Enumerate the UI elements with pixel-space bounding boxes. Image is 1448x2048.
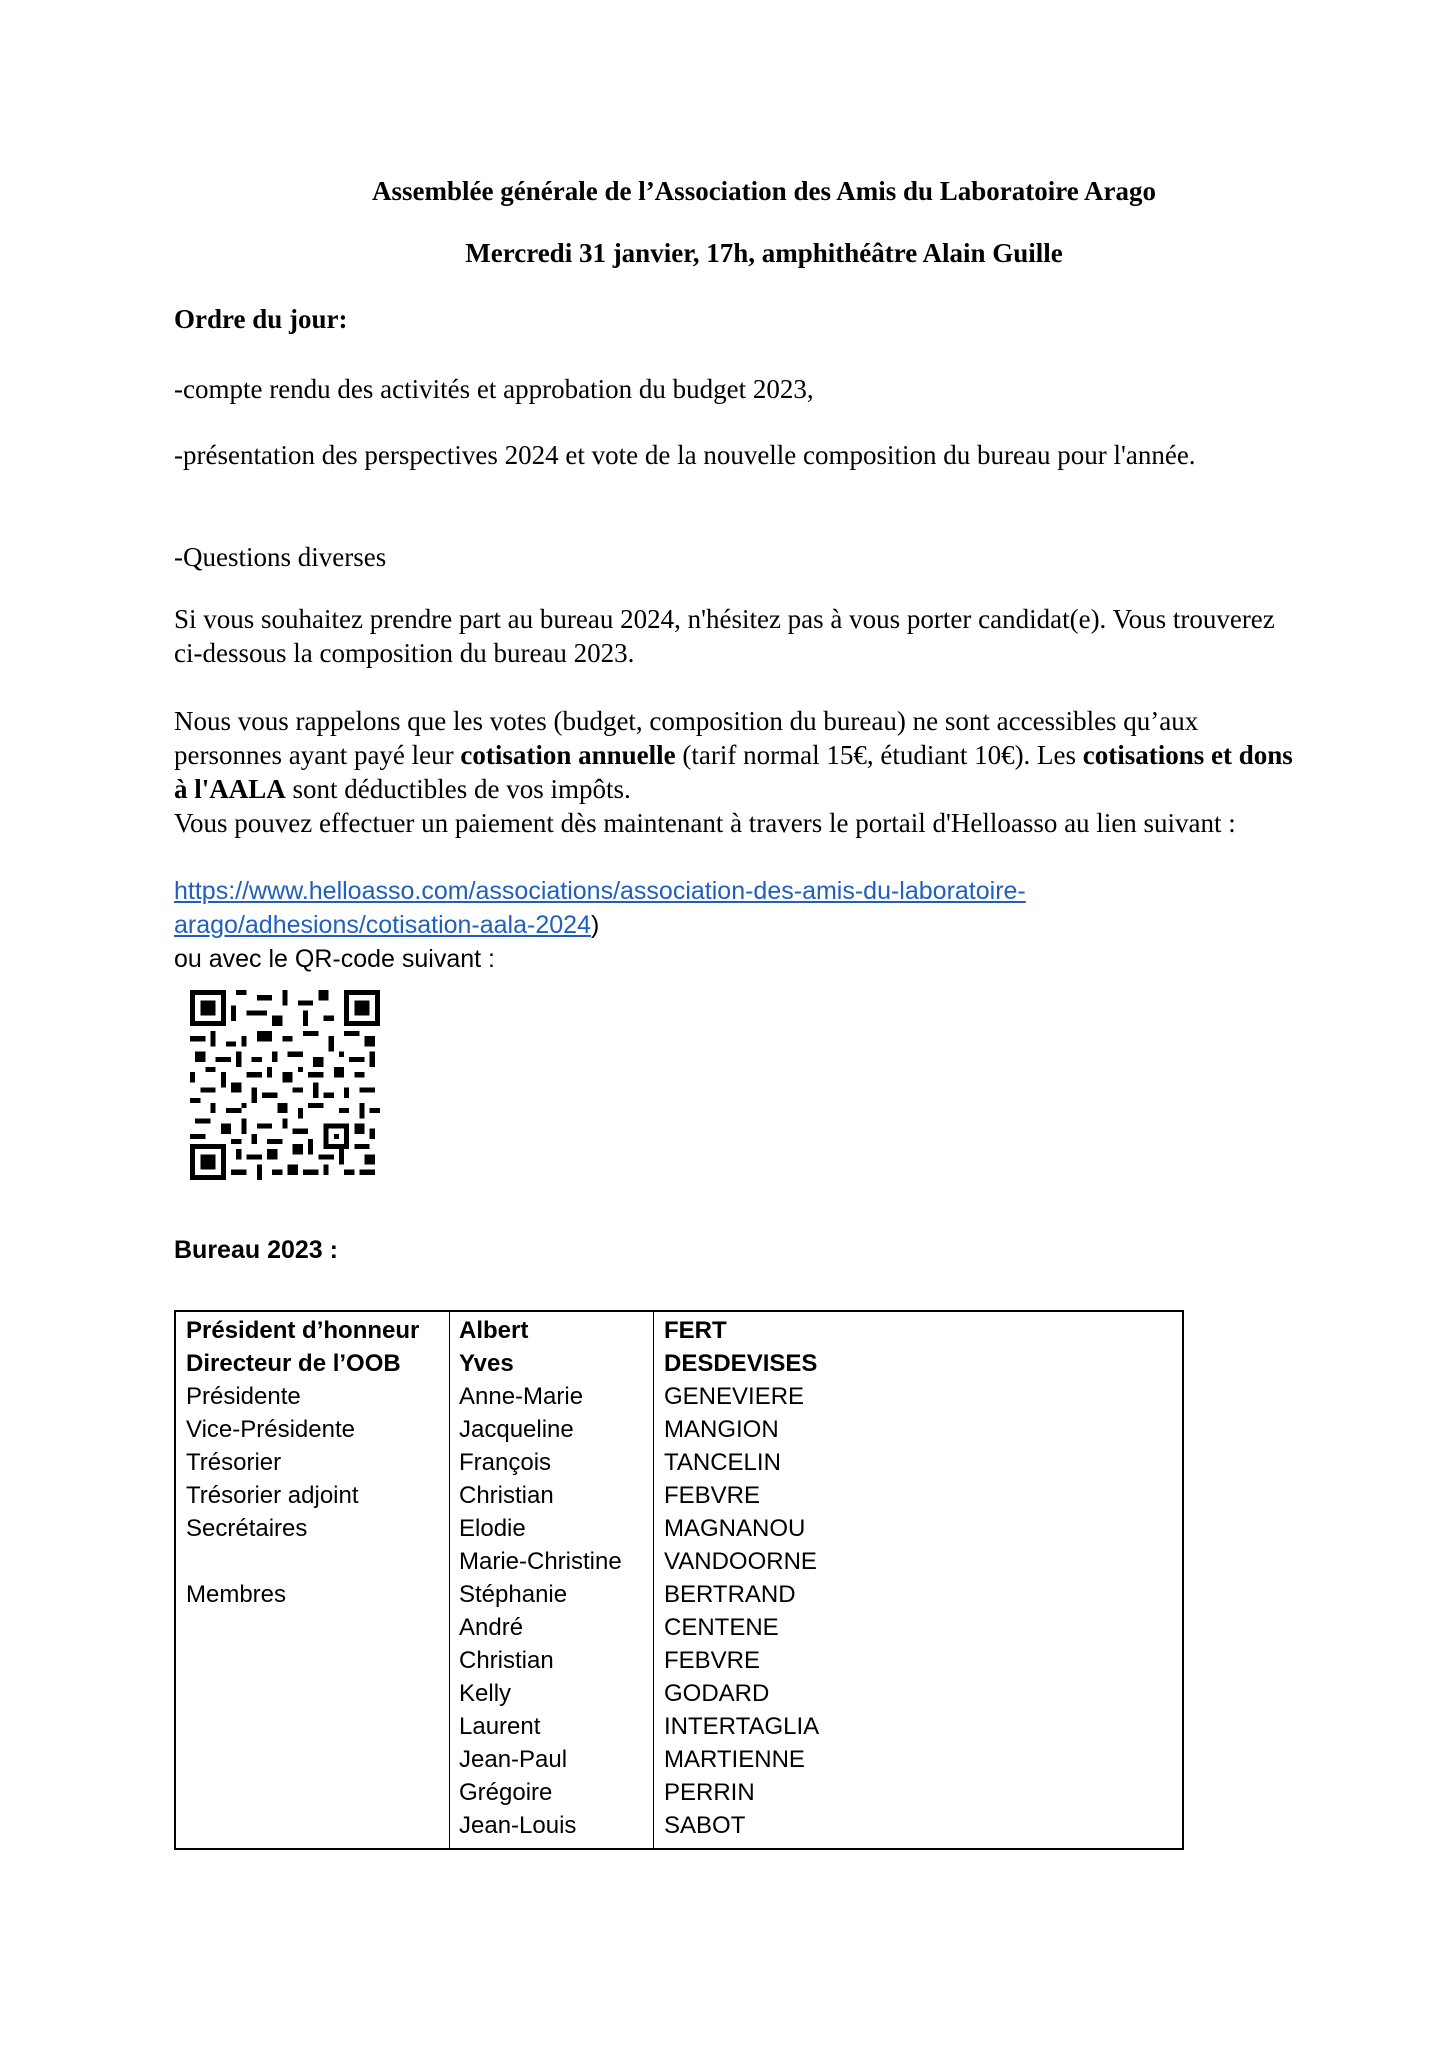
first-name-cell: Stéphanie	[459, 1581, 568, 1608]
first-name-cell: André	[459, 1614, 524, 1641]
last-name-cell: FERT	[664, 1317, 727, 1344]
first-name-cell: Christian	[459, 1647, 554, 1674]
last-name-cell: VANDOORNE	[664, 1548, 817, 1575]
table-row	[176, 1743, 1182, 1776]
last-name-cell: MARTIENNE	[664, 1746, 805, 1773]
table-row	[176, 1479, 1182, 1512]
role-cell: Présidente	[186, 1383, 301, 1410]
role-cell: Secrétaires	[186, 1515, 308, 1542]
agenda-item-1: -compte rendu des activités et approbation du budget 2023,	[174, 374, 814, 404]
votes-paragraph	[174, 704, 1294, 806]
qr-intro-text: ou avec le QR-code suivant :	[174, 945, 495, 973]
role-cell: Trésorier adjoint	[186, 1482, 359, 1509]
table-row	[176, 1776, 1182, 1809]
table-row	[176, 1710, 1182, 1743]
first-name-cell: Yves	[459, 1350, 514, 1377]
first-name-cell: Kelly	[459, 1680, 512, 1707]
payment-paragraph: Vous pouvez effectuer un paiement dès maintenant à travers le portail d'Helloasso au lien suivant :	[174, 808, 1236, 838]
table-row	[176, 1644, 1182, 1677]
votes-bold-2: cotisations et dons à l'AALA	[174, 740, 1293, 804]
first-name-cell: Jacqueline	[459, 1416, 574, 1443]
agenda-item-3: -Questions diverses	[174, 542, 387, 572]
helloasso-link-line-2: arago/adhesions/cotisation-aala-2024	[174, 911, 591, 939]
last-name-cell: MANGION	[664, 1416, 779, 1443]
agenda-item-2: -présentation des perspectives 2024 et vote de la nouvelle composition du bureau pour l'année.	[174, 440, 1196, 470]
candidacy-paragraph: Si vous souhaitez prendre part au bureau 2024, n'hésitez pas à vous porter candidat(e). Vous trouverez ci-dessous la composition du bureau 2023.	[174, 604, 1275, 668]
table-row	[176, 1677, 1182, 1710]
first-name-cell: Christian	[459, 1482, 554, 1509]
table-row	[176, 1446, 1182, 1479]
role-cell: Vice-Présidente	[186, 1416, 355, 1443]
last-name-cell: INTERTAGLIA	[664, 1713, 820, 1740]
first-name-cell: Albert	[459, 1317, 529, 1344]
table-row	[176, 1545, 1182, 1578]
helloasso-link-paragraph	[174, 874, 1294, 942]
last-name-cell: FEBVRE	[664, 1647, 761, 1674]
table-row	[176, 1512, 1182, 1545]
first-name-cell: Marie-Christine	[459, 1548, 622, 1575]
table-row	[176, 1347, 1182, 1380]
role-cell: Directeur de l’OOB	[186, 1350, 401, 1377]
table-row	[176, 1413, 1182, 1446]
first-name-cell: Jean-Louis	[459, 1812, 577, 1839]
last-name-cell: GODARD	[664, 1680, 770, 1707]
table-row	[176, 1578, 1182, 1611]
first-name-cell: Laurent	[459, 1713, 541, 1740]
first-name-cell: Grégoire	[459, 1779, 553, 1806]
last-name-cell: GENEVIERE	[664, 1383, 805, 1410]
qr-code-icon[interactable]	[190, 990, 380, 1180]
last-name-cell: CENTENE	[664, 1614, 779, 1641]
first-name-cell: Jean-Paul	[459, 1746, 568, 1773]
role-cell: Président d’honneur	[186, 1317, 420, 1344]
table-row	[176, 1380, 1182, 1413]
last-name-cell: SABOT	[664, 1812, 746, 1839]
votes-bold-1: cotisation annuelle	[460, 740, 676, 770]
last-name-cell: FEBVRE	[664, 1482, 761, 1509]
first-name-cell: Anne-Marie	[459, 1383, 584, 1410]
last-name-cell: TANCELIN	[664, 1449, 781, 1476]
role-cell: Trésorier	[186, 1449, 282, 1476]
last-name-cell: PERRIN	[664, 1779, 755, 1806]
link-close-paren: )	[590, 911, 600, 939]
bureau-title: Bureau 2023 :	[174, 1236, 338, 1264]
document-title: Assemblée générale de l’Association des Amis du Laboratoire Arago	[372, 176, 1156, 206]
document-subtitle: Mercredi 31 janvier, 17h, amphithéâtre Alain Guille	[465, 238, 1063, 268]
votes-text-2: (tarif normal 15€, étudiant 10€). Les	[675, 740, 1083, 770]
table-row	[176, 1611, 1182, 1644]
helloasso-link-line-1: https://www.helloasso.com/associations/association-des-amis-du-laboratoire-	[174, 877, 1026, 905]
helloasso-link[interactable]	[174, 877, 1026, 939]
last-name-cell: BERTRAND	[664, 1581, 796, 1608]
agenda-heading: Ordre du jour:	[174, 304, 348, 334]
first-name-cell: François	[459, 1449, 552, 1476]
table-row	[176, 1809, 1182, 1842]
first-name-cell: Elodie	[459, 1515, 526, 1542]
votes-text-3: sont déductibles de vos impôts.	[285, 774, 631, 804]
last-name-cell: DESDEVISES	[664, 1350, 818, 1377]
role-cell: Membres	[186, 1581, 287, 1608]
votes-text-1: Nous vous rappelons que les votes (budget, composition du bureau) ne sont accessibles qu’aux personnes ayant payé leur	[174, 706, 1199, 770]
bureau-table	[174, 1310, 1184, 1850]
last-name-cell: MAGNANOU	[664, 1515, 806, 1542]
table-row	[176, 1314, 1182, 1347]
